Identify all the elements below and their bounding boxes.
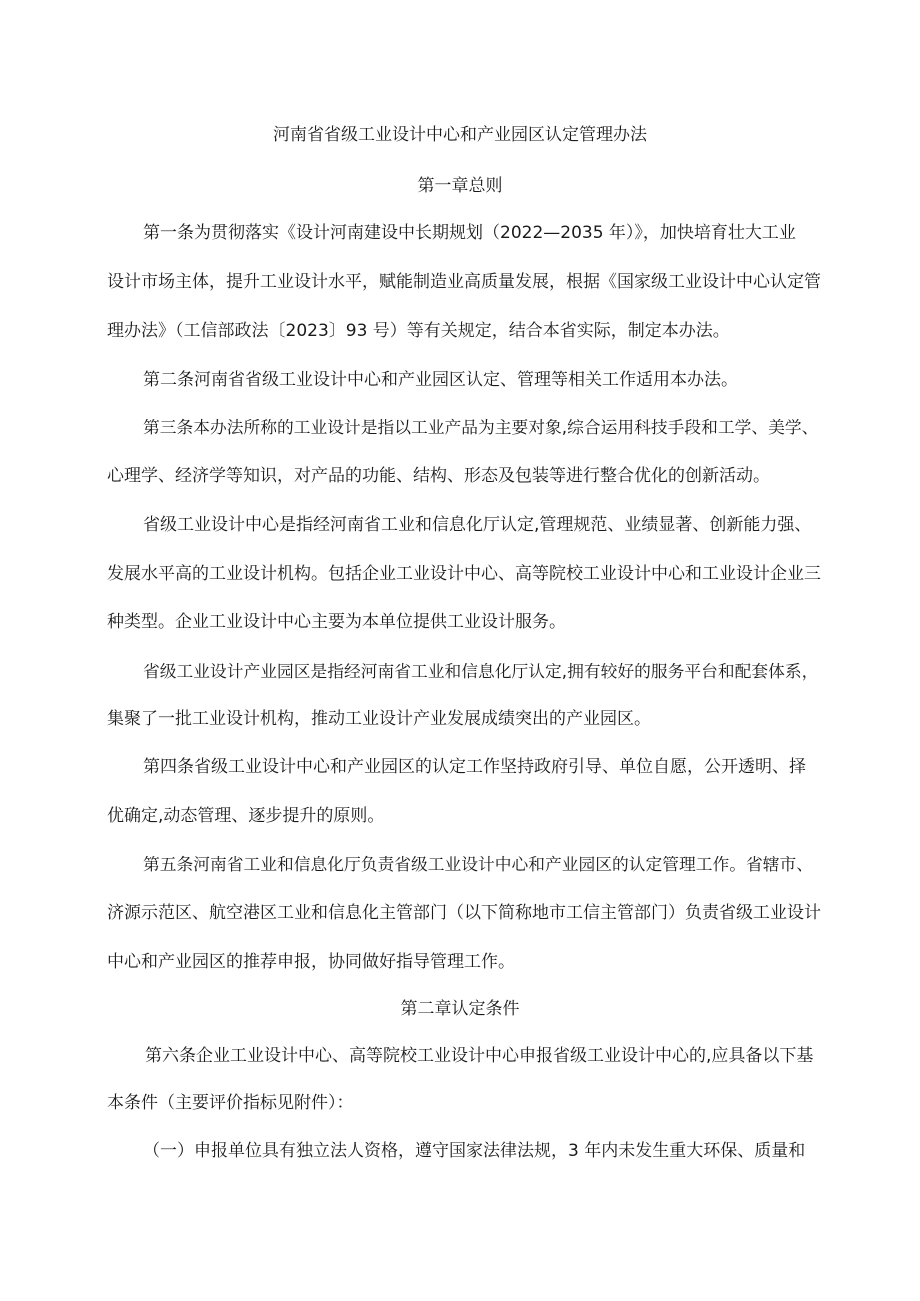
chapter-heading: 第一章总则 bbox=[417, 176, 503, 196]
text-line: 济源示范区、航空港区工业和信息化主管部门（以下简称地市工信主管部门）负责省级工业设计 bbox=[107, 903, 821, 923]
text-line: 省级工业设计中心是指经河南省工业和信息化厅认定,管理规范、业绩显著、创新能力强、 bbox=[143, 515, 812, 535]
text-line: 省级工业设计产业园区是指经河南省工业和信息化厅认定,拥有较好的服务平台和配套体系， bbox=[143, 661, 819, 681]
text-line: 优确定,动态管理、逐步提升的原则。 bbox=[107, 806, 385, 826]
text-line: 本条件（主要评价指标见附件）： bbox=[107, 1093, 354, 1113]
text-line: 种类型。企业工业设计中心主要为本单位提供工业设计服务。 bbox=[107, 612, 566, 632]
text-line: 心理学、经济学等知识，对产品的功能、结构、形态及包装等进行整合优化的创新活动。 bbox=[107, 466, 770, 486]
text-line: 发展水平高的工业设计机构。包括企业工业设计中心、高等院校工业设计中心和工业设计企业三 bbox=[107, 564, 821, 584]
text-line: 理办法》（工信部政法〔2023〕93 号）等有关规定，结合本省实际，制定本办法。 bbox=[107, 321, 730, 341]
text-line: 第五条河南省工业和信息化厅负责省级工业设计中心和产业园区的认定管理工作。省辖市、 bbox=[143, 854, 814, 874]
text-line: 第四条省级工业设计中心和产业园区的认定工作坚持政府引导、单位自愿，公开透明、择 bbox=[143, 757, 806, 777]
text-line: （一）申报单位具有独立法人资格，遵守国家法律法规，3 年内未发生重大环保、质量和 bbox=[143, 1141, 806, 1161]
text-line: 设计市场主体，提升工业设计水平，赋能制造业高质量发展，根据《国家级工业设计中心认定管 bbox=[107, 272, 821, 292]
text-line: 第一条为贯彻落实《设计河南建设中长期规划（2022—2035 年）》，加快培育壮大工业 bbox=[143, 223, 796, 243]
chapter-heading: 第二章认定条件 bbox=[400, 999, 520, 1019]
text-line: 第三条本办法所称的工业设计是指以工业产品为主要对象,综合运用科技手段和工学、美学、 bbox=[143, 417, 819, 437]
text-line: 中心和产业园区的推荐申报，协同做好指导管理工作。 bbox=[107, 952, 515, 972]
text-line: 集聚了一批工业设计机构，推动工业设计产业发展成绩突出的产业园区。 bbox=[107, 709, 651, 729]
text-line: 第六条企业工业设计中心、高等院校工业设计中心申报省级工业设计中心的,应具备以下基 bbox=[145, 1046, 814, 1066]
text-line: 第二条河南省省级工业设计中心和产业园区认定、管理等相关工作适用本办法。 bbox=[143, 370, 738, 390]
document-title: 河南省省级工业设计中心和产业园区认定管理办法 bbox=[273, 125, 647, 145]
